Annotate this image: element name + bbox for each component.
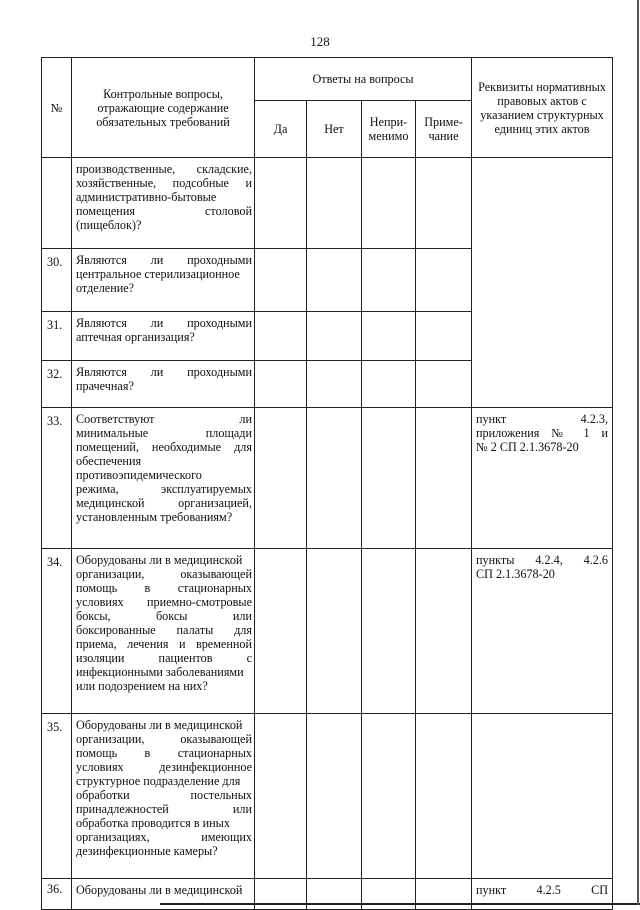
answer-yes-cell[interactable] — [255, 361, 307, 408]
row-number — [42, 158, 72, 249]
right-edge-rule — [637, 0, 639, 905]
answer-na-cell[interactable] — [362, 361, 416, 408]
row-number: 30. — [42, 249, 72, 312]
requisites-cell: пункт 4.2.5 СП — [472, 879, 613, 910]
answer-yes-cell[interactable] — [255, 408, 307, 549]
answer-no-cell[interactable] — [307, 549, 362, 714]
header-row — [42, 58, 613, 101]
answer-yes-cell[interactable] — [255, 249, 307, 312]
question-cell: Являются ли проходными аптечная организация? — [72, 312, 255, 361]
answer-na-cell[interactable] — [362, 408, 416, 549]
header-requisites: Реквизиты нормативных правовых актов с указанием структурных единиц этих актов — [472, 58, 613, 158]
answer-yes-cell[interactable] — [255, 158, 307, 249]
requisites-cell: пункт 4.2.3, приложения № 1 и № 2 СП 2.1.3678-20 — [472, 408, 613, 549]
answer-na-cell[interactable] — [362, 312, 416, 361]
answer-note-cell[interactable] — [416, 249, 472, 312]
header-question: Контрольные вопросы, отражающие содержание обязательных требований — [72, 58, 255, 158]
table-row — [42, 714, 613, 879]
header-answers: Ответы на вопросы — [255, 58, 472, 101]
requisites-cell: пункты 4.2.4, 4.2.6 СП 2.1.3678-20 — [472, 549, 613, 714]
header-no: Нет — [307, 101, 362, 158]
row-number: 33. — [42, 408, 72, 549]
answer-no-cell[interactable] — [307, 408, 362, 549]
question-cell: Являются ли проходными прачечная? — [72, 361, 255, 408]
question-cell: Оборудованы ли в медицинской организации, оказывающей помощь в стационарных условиях приемно-смотровые боксы, боксы или боксированные палаты для приема, лечения и временной изоляции пациентов с инфекционными заболеваниями или подозрением на них? — [72, 549, 255, 714]
answer-na-cell[interactable] — [362, 549, 416, 714]
answer-note-cell[interactable] — [416, 361, 472, 408]
row-number: 31. — [42, 312, 72, 361]
answer-no-cell[interactable] — [307, 361, 362, 408]
requisites-cell — [472, 714, 613, 879]
answer-na-cell[interactable] — [362, 714, 416, 879]
answer-no-cell[interactable] — [307, 249, 362, 312]
question-cell: Соответствуют ли минимальные площади помещений, необходимые для обеспечения противоэпидемического режима, эксплуатируемых медицинской организацией, установленным требованиям? — [72, 408, 255, 549]
answer-yes-cell[interactable] — [255, 714, 307, 879]
answer-note-cell[interactable] — [416, 714, 472, 879]
question-cell: Оборудованы ли в медицинской — [72, 879, 255, 910]
table-row — [42, 158, 613, 249]
answer-na-cell[interactable] — [362, 249, 416, 312]
row-number: 36. — [42, 879, 72, 910]
requisites-cell — [472, 158, 613, 408]
answer-yes-cell[interactable] — [255, 312, 307, 361]
row-number: 32. — [42, 361, 72, 408]
answer-note-cell[interactable] — [416, 158, 472, 249]
header-note: Приме- чание — [416, 101, 472, 158]
answer-note-cell[interactable] — [416, 549, 472, 714]
header-num: № — [42, 58, 72, 158]
question-cell: производственные, складские, хозяйственные, подсобные и административно-бытовые помещения столовой (пищеблок)? — [72, 158, 255, 249]
answer-note-cell[interactable] — [416, 408, 472, 549]
page-number: 128 — [310, 34, 330, 49]
answer-yes-cell[interactable] — [255, 549, 307, 714]
row-number: 35. — [42, 714, 72, 879]
table-row — [42, 549, 613, 714]
answer-note-cell[interactable] — [416, 312, 472, 361]
row-number: 34. — [42, 549, 72, 714]
header-yes: Да — [255, 101, 307, 158]
question-cell: Являются ли проходными центральное стерилизационное отделение? — [72, 249, 255, 312]
header-na: Непри- менимо — [362, 101, 416, 158]
checklist-table — [41, 57, 613, 910]
question-cell: Оборудованы ли в медицинской организации, оказывающей помощь в стационарных условиях дезинфекционное структурное подразделение для обработки постельных принадлежностей или обработка проводится в иных организациях, имеющих дезинфекционные камеры? — [72, 714, 255, 879]
answer-na-cell[interactable] — [362, 158, 416, 249]
answer-no-cell[interactable] — [307, 714, 362, 879]
answer-no-cell[interactable] — [307, 312, 362, 361]
answer-no-cell[interactable] — [307, 158, 362, 249]
table-row — [42, 408, 613, 549]
